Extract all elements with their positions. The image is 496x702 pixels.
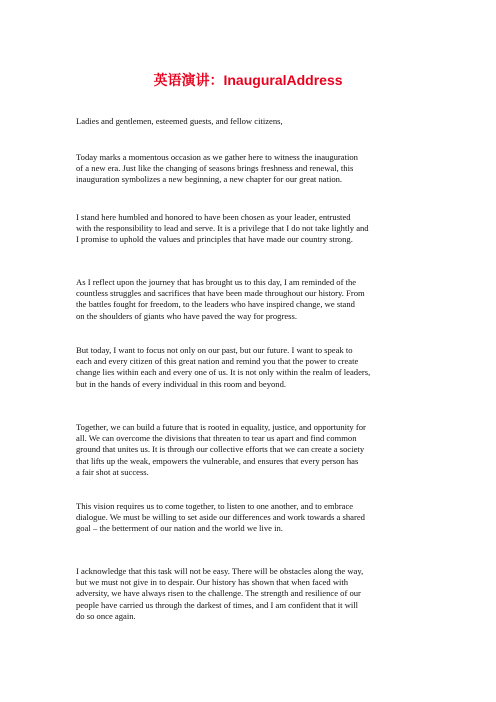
paragraph-6: This vision requires us to come together, to listen to one another, and to embrace dialogue. We must be willing to set aside our differences and work towards a shared goal – the betterment of our nation and the world we live in. xyxy=(76,501,365,534)
paragraph-greeting: Ladies and gentlemen, esteemed guests, and fellow citizens, xyxy=(76,116,283,126)
paragraph-2: I stand here humbled and honored to have been chosen as your leader, entrusted with the responsibility to lead and serve. It is a privilege that I do not take lightly and I promise to uphold the values and principles that have made our country strong. xyxy=(76,212,369,245)
paragraph-3: As I reflect upon the journey that has brought us to this day, I am reminded of the countless struggles and sacrifices that have been made throughout our history. From the battles fought for freedom, to the leaders who have inspired change, we stand on the shoulders of giants who have paved the way for progress. xyxy=(76,277,365,321)
paragraph-4: But today, I want to focus not only on our past, but our future. I want to speak to each and every citizen of this great nation and remind you that the power to create change lies within each and every one of us. It is not only within the realm of leaders, but in the hands of every individual in this room and beyond. xyxy=(76,345,371,389)
paragraph-1: Today marks a momentous occasion as we gather here to witness the inauguration of a new era. Just like the changing of seasons brings freshness and renewal, this inauguration symbolizes a new beginning, a new chapter for our great nation. xyxy=(76,152,358,185)
paragraph-7: I acknowledge that this task will not be easy. There will be obstacles along the way, but we must not give in to despair. Our history has shown that when faced with adversity, we have always risen to the challenge. The strength and resilience of our people have carried us through the darkest of times, and I am confident that it will do so once again. xyxy=(76,566,364,621)
paragraph-5: Together, we can build a future that is rooted in equality, justice, and opportunity for all. We can overcome the divisions that threaten to tear us apart and find common ground that unites us. It is through our collective efforts that we can create a society that lifts up the weak, empowers the vulnerable, and ensures that every person has a fair shot at success. xyxy=(76,422,366,477)
document-title: 英语演讲：InauguralAddress xyxy=(153,72,343,88)
